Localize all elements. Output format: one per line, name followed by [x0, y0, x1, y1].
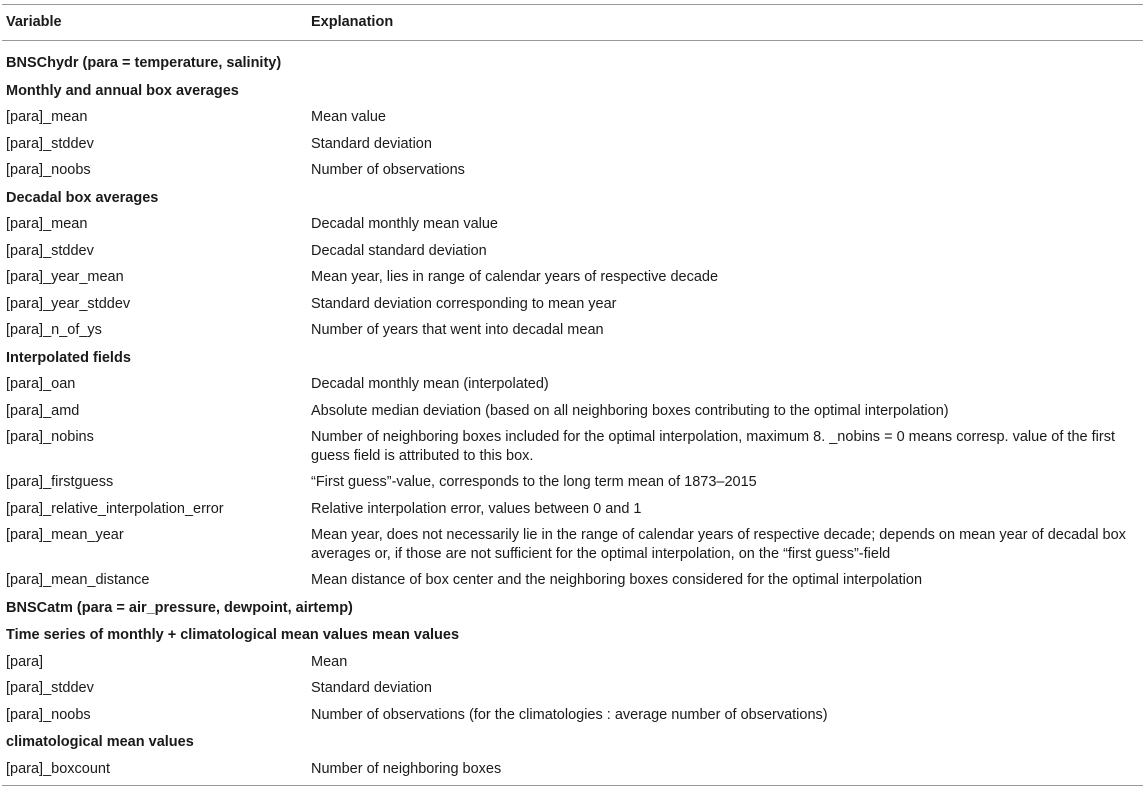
variable-cell: [para]_mean: [6, 109, 88, 125]
section-row: [2, 41, 1143, 77]
variable-cell: [para]_year_stddev: [6, 295, 131, 312]
variable-cell: [para]_amd: [6, 402, 80, 419]
table-row: [2, 522, 1143, 567]
section-heading: Decadal box averages: [6, 189, 159, 206]
variable-cell: [para]_mean_distance: [6, 572, 150, 588]
variable-cell: [para]_firstguess: [6, 474, 114, 490]
table-body: [2, 41, 1143, 783]
explanation-cell: Relative interpolation error, values between 0 and 1: [311, 500, 642, 517]
variable-cell: [para]_boxcount: [6, 760, 110, 777]
table-row: [2, 238, 1143, 265]
table-row: [2, 702, 1143, 729]
explanation-cell: Number of observations (for the climatologies : average number of observations): [311, 706, 828, 723]
table-header: [2, 5, 1143, 41]
section-row: [2, 621, 1143, 649]
section-heading: climatological mean values: [6, 734, 194, 750]
variable-cell: [para]: [6, 653, 44, 670]
variable-cell: [para]_mean: [6, 216, 88, 232]
header-explanation: Explanation: [311, 14, 394, 30]
explanation-cell: Mean value: [311, 109, 386, 125]
explanation-cell: Mean distance of box center and the neighboring boxes considered for the optimal interpolation: [311, 572, 923, 588]
explanation-cell: Number of observations: [311, 162, 465, 178]
explanation-cell: Mean year, lies in range of calendar years of respective decade: [311, 269, 719, 285]
variable-cell: [para]_stddev: [6, 135, 94, 152]
explanation-cell: Decadal standard deviation: [311, 242, 487, 259]
table-row: [2, 157, 1143, 184]
variable-cell: [para]_oan: [6, 376, 76, 392]
header-row: [2, 5, 1143, 41]
explanation-cell: Decadal monthly mean (interpolated): [311, 376, 549, 392]
variable-cell: [para]_stddev: [6, 680, 94, 696]
section-row: [2, 77, 1143, 105]
variable-cell: [para]_noobs: [6, 706, 91, 723]
section-row: [2, 344, 1143, 372]
variable-cell: [para]_n_of_ys: [6, 322, 102, 338]
table-row: [2, 675, 1143, 702]
section-heading: Time series of monthly + climatological mean values mean values: [6, 627, 460, 643]
variables-table: [2, 4, 1143, 782]
section-row: [2, 184, 1143, 212]
variable-cell: [para]_mean_year: [6, 527, 124, 543]
variable-cell: [para]_stddev: [6, 242, 94, 259]
bottom-rule: [2, 785, 1143, 786]
explanation-cell: Number of neighboring boxes: [311, 760, 502, 777]
section-row: [2, 728, 1143, 756]
section-heading: Monthly and annual box averages: [6, 82, 239, 99]
variable-cell: [para]_noobs: [6, 162, 91, 178]
explanation-cell: “First guess”-value, corresponds to the long term mean of 1873–2015: [311, 474, 757, 490]
explanation-cell: Standard deviation corresponding to mean year: [311, 295, 617, 312]
explanation-cell: Number of neighboring boxes included for the optimal interpolation, maximum 8. _nobins = 0 means corresp. value of the first guess field is attributed to this box.: [311, 429, 1115, 464]
table-row: [2, 649, 1143, 676]
explanation-cell: Mean: [311, 653, 348, 670]
table-row: [2, 317, 1143, 344]
table-row: [2, 264, 1143, 291]
explanation-cell: Standard deviation: [311, 135, 432, 152]
explanation-cell: Number of years that went into decadal mean: [311, 322, 604, 338]
table-row: [2, 424, 1143, 469]
table-row: [2, 131, 1143, 158]
variable-cell: [para]_nobins: [6, 429, 94, 445]
variable-cell: [para]_relative_interpolation_error: [6, 500, 224, 517]
section-heading: Interpolated fields: [6, 349, 131, 366]
table-row: [2, 291, 1143, 318]
table-row: [2, 567, 1143, 594]
section-row: [2, 594, 1143, 622]
table-row: [2, 398, 1143, 425]
section-heading: BNSCatm (para = air_pressure, dewpoint, airtemp): [6, 599, 353, 616]
variables-table-container: [2, 0, 1143, 786]
table-row: [2, 371, 1143, 398]
explanation-cell: Decadal monthly mean value: [311, 216, 498, 232]
table-row: [2, 496, 1143, 523]
table-row: [2, 756, 1143, 783]
table-row: [2, 211, 1143, 238]
explanation-cell: Absolute median deviation (based on all neighboring boxes contributing to the optimal interpolation): [311, 402, 949, 419]
explanation-cell: Mean year, does not necessarily lie in the range of calendar years of respective decade; depends on mean year of decadal box averages or, if those are not sufficient for the optimal interpolation, on the “first guess”-field: [311, 527, 1126, 562]
explanation-cell: Standard deviation: [311, 680, 432, 696]
section-heading: BNSChydr (para = temperature, salinity): [6, 55, 282, 71]
table-row: [2, 469, 1143, 496]
table-row: [2, 104, 1143, 131]
variable-cell: [para]_year_mean: [6, 269, 124, 285]
header-variable: Variable: [6, 14, 62, 30]
